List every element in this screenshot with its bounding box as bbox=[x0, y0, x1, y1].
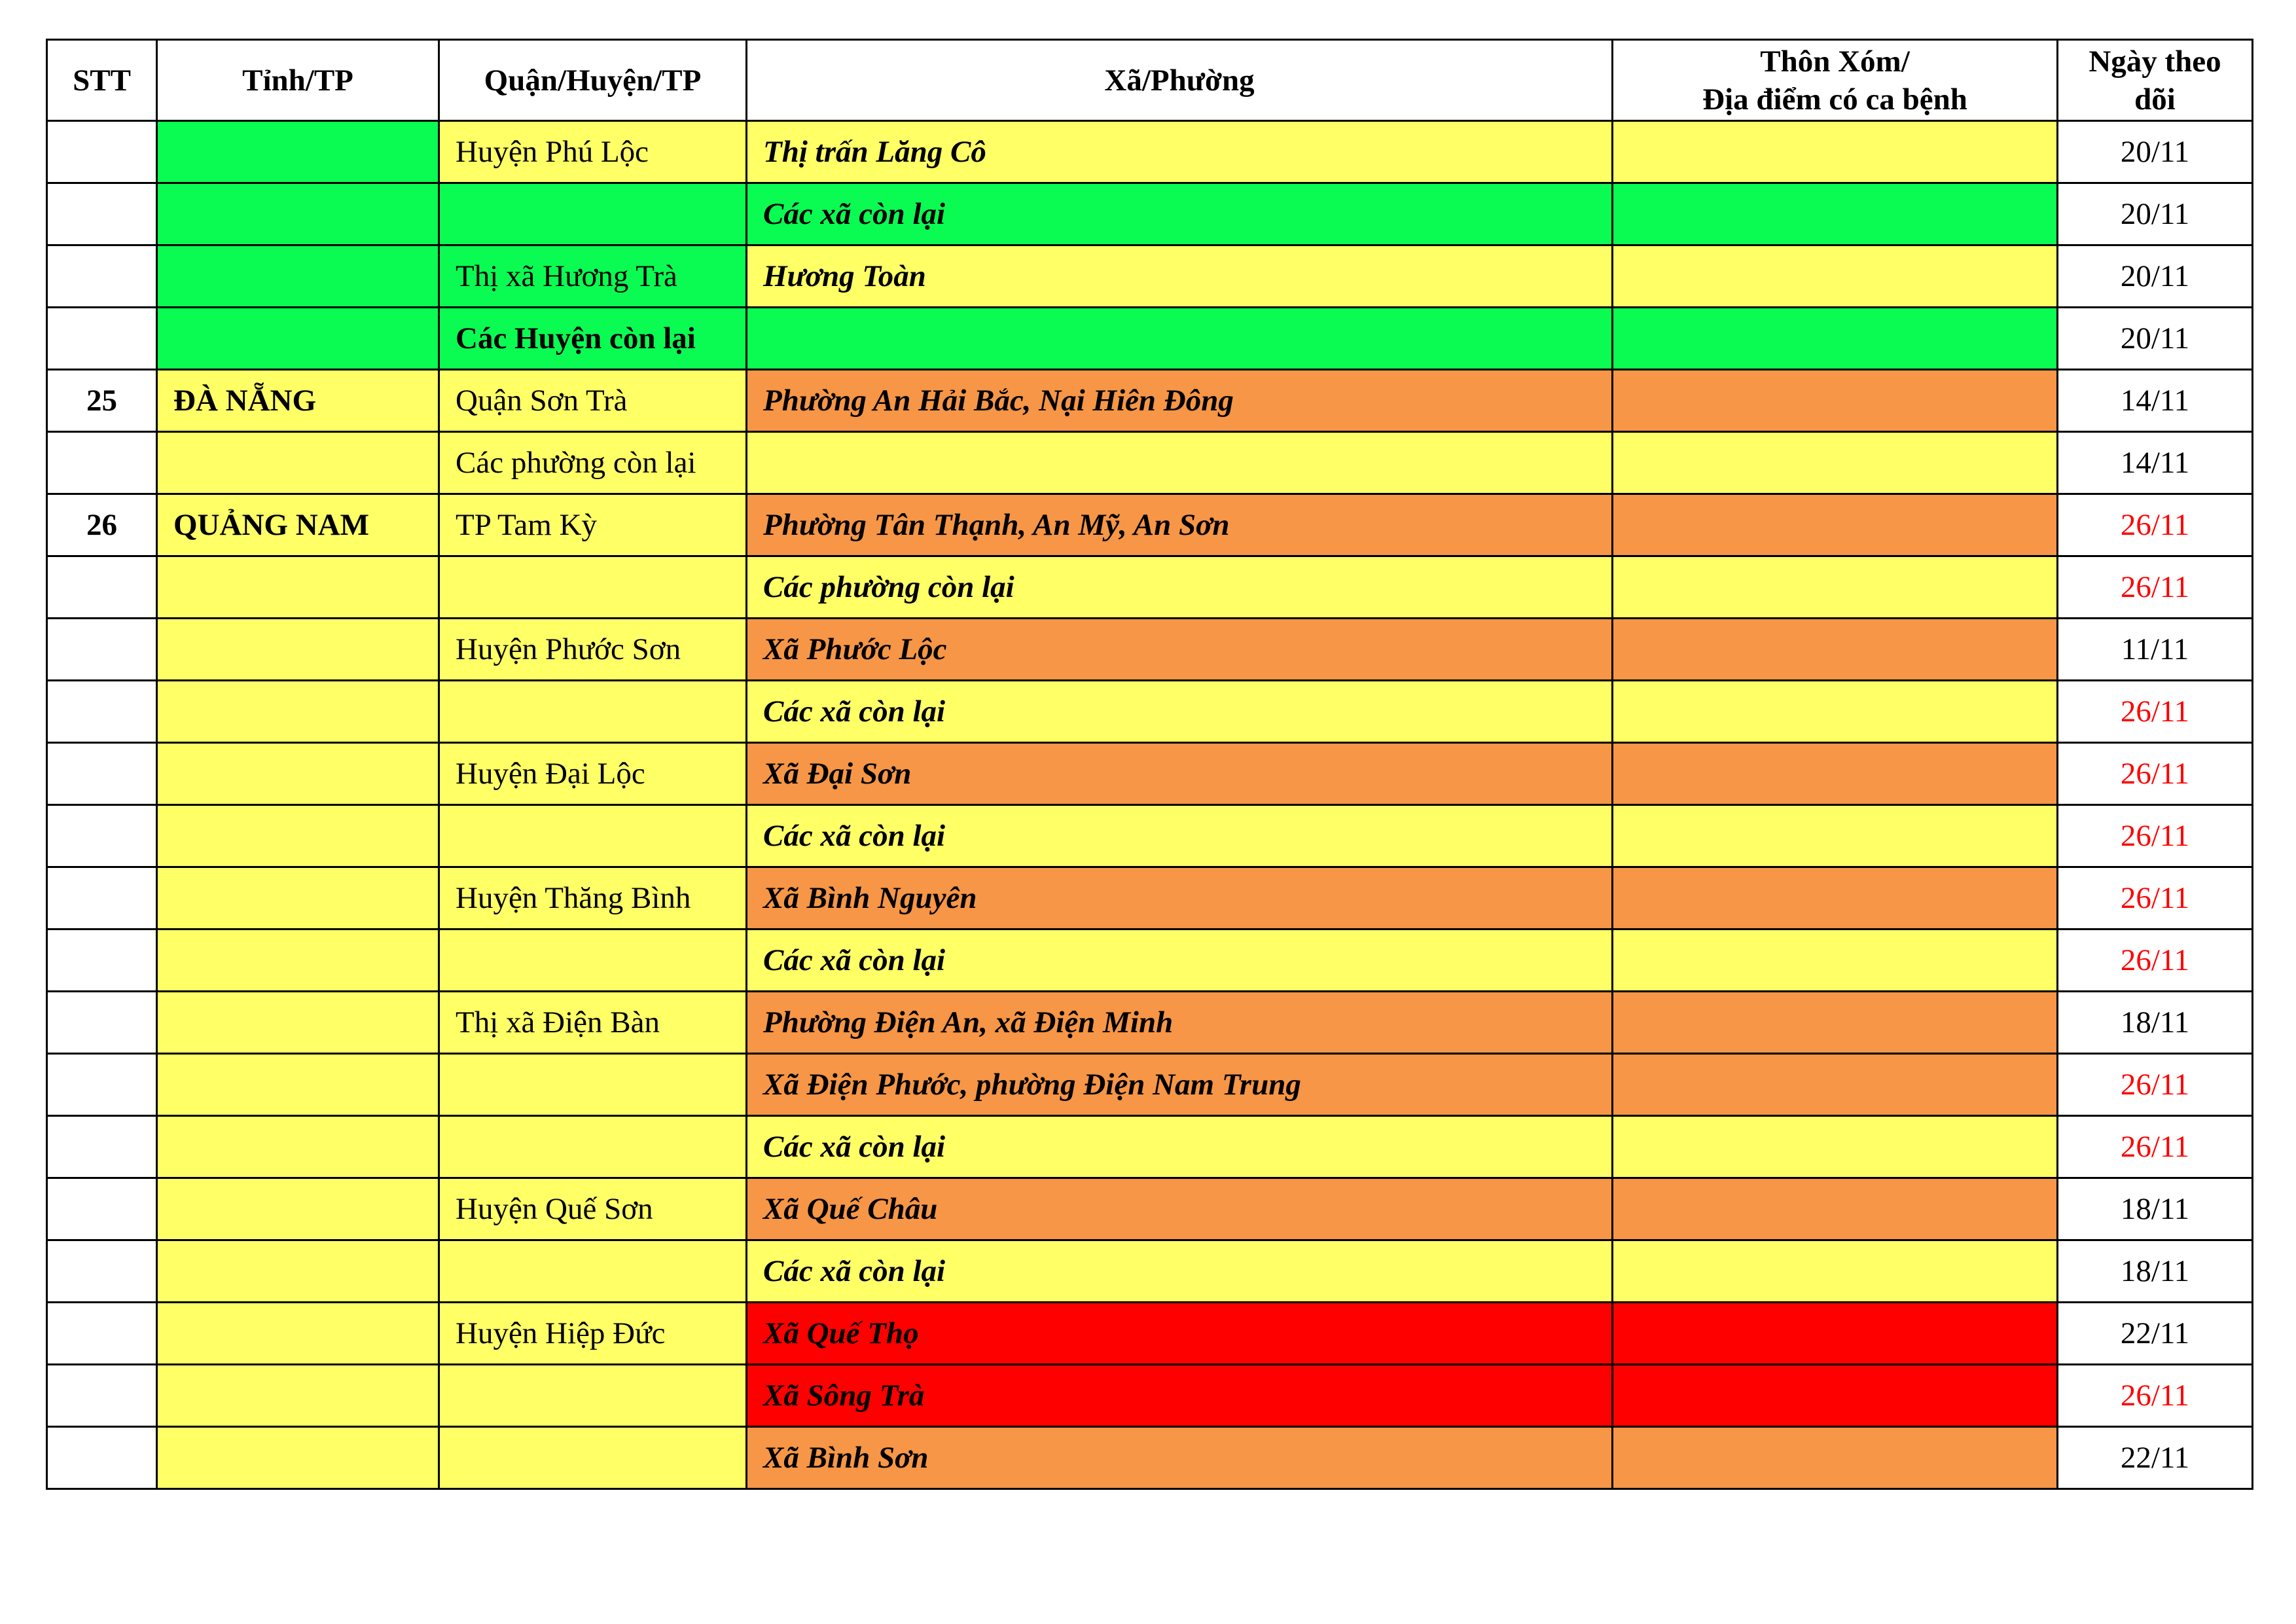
header-ngay bbox=[2058, 40, 2253, 121]
outbreak-table bbox=[46, 39, 2253, 1490]
table-row bbox=[47, 929, 2253, 992]
cell-thon bbox=[1613, 805, 2058, 867]
cell-thon bbox=[1613, 121, 2058, 183]
cell-xa bbox=[747, 308, 1613, 370]
cell-ngay: 22/11 bbox=[2058, 1303, 2253, 1365]
cell-stt bbox=[47, 681, 157, 743]
header-thon-line2: Địa điểm có ca bệnh bbox=[1702, 82, 1967, 117]
header-stt: STT bbox=[47, 40, 157, 121]
cell-stt bbox=[47, 1240, 157, 1303]
cell-tinh bbox=[157, 867, 439, 929]
cell-tinh bbox=[157, 1303, 439, 1365]
cell-ngay: 11/11 bbox=[2058, 619, 2253, 681]
table-row bbox=[47, 1427, 2253, 1489]
cell-stt: 26 bbox=[47, 494, 157, 556]
cell-stt bbox=[47, 805, 157, 867]
cell-xa: Các xã còn lại bbox=[747, 805, 1613, 867]
header-thon-line1: Thôn Xóm/ bbox=[1760, 44, 1910, 79]
cell-tinh bbox=[157, 805, 439, 867]
cell-quan: Huyện Phú Lộc bbox=[439, 121, 747, 183]
cell-thon bbox=[1613, 1365, 2058, 1427]
cell-thon bbox=[1613, 308, 2058, 370]
header-ngay-line2: dõi bbox=[2134, 82, 2176, 117]
cell-stt bbox=[47, 992, 157, 1054]
cell-ngay: 14/11 bbox=[2058, 432, 2253, 494]
cell-thon bbox=[1613, 619, 2058, 681]
table-row bbox=[47, 1303, 2253, 1365]
cell-tinh: QUẢNG NAM bbox=[157, 494, 439, 556]
cell-thon bbox=[1613, 494, 2058, 556]
cell-ngay: 18/11 bbox=[2058, 1178, 2253, 1240]
cell-quan: TP Tam Kỳ bbox=[439, 494, 747, 556]
cell-quan bbox=[439, 183, 747, 245]
cell-stt: 25 bbox=[47, 370, 157, 432]
cell-quan bbox=[439, 1240, 747, 1303]
cell-quan: Các phường còn lại bbox=[439, 432, 747, 494]
cell-xa: Xã Bình Nguyên bbox=[747, 867, 1613, 929]
cell-quan bbox=[439, 929, 747, 992]
table-row bbox=[47, 619, 2253, 681]
cell-quan bbox=[439, 556, 747, 619]
cell-tinh bbox=[157, 1365, 439, 1427]
cell-tinh bbox=[157, 1427, 439, 1489]
header-row bbox=[47, 40, 2253, 121]
cell-tinh bbox=[157, 432, 439, 494]
cell-xa: Thị trấn Lăng Cô bbox=[747, 121, 1613, 183]
cell-ngay: 20/11 bbox=[2058, 308, 2253, 370]
cell-quan: Huyện Phước Sơn bbox=[439, 619, 747, 681]
cell-thon bbox=[1613, 681, 2058, 743]
cell-ngay: 26/11 bbox=[2058, 805, 2253, 867]
cell-thon bbox=[1613, 929, 2058, 992]
cell-quan bbox=[439, 1116, 747, 1178]
table-row bbox=[47, 992, 2253, 1054]
cell-thon bbox=[1613, 370, 2058, 432]
cell-tinh bbox=[157, 308, 439, 370]
table-row bbox=[47, 1365, 2253, 1427]
table-row bbox=[47, 743, 2253, 805]
cell-ngay: 20/11 bbox=[2058, 183, 2253, 245]
cell-quan: Huyện Đại Lộc bbox=[439, 743, 747, 805]
cell-quan: Thị xã Hương Trà bbox=[439, 245, 747, 308]
cell-quan bbox=[439, 1427, 747, 1489]
header-quan: Quận/Huyện/TP bbox=[439, 40, 747, 121]
cell-xa: Các xã còn lại bbox=[747, 1116, 1613, 1178]
cell-ngay: 20/11 bbox=[2058, 245, 2253, 308]
table-row bbox=[47, 1054, 2253, 1116]
cell-tinh bbox=[157, 743, 439, 805]
cell-thon bbox=[1613, 992, 2058, 1054]
cell-xa: Xã Điện Phước, phường Điện Nam Trung bbox=[747, 1054, 1613, 1116]
cell-thon bbox=[1613, 245, 2058, 308]
cell-tinh bbox=[157, 681, 439, 743]
cell-xa: Các phường còn lại bbox=[747, 556, 1613, 619]
cell-tinh bbox=[157, 1240, 439, 1303]
cell-ngay: 26/11 bbox=[2058, 743, 2253, 805]
cell-tinh bbox=[157, 556, 439, 619]
cell-stt bbox=[47, 308, 157, 370]
cell-stt bbox=[47, 1116, 157, 1178]
cell-thon bbox=[1613, 1240, 2058, 1303]
cell-tinh bbox=[157, 929, 439, 992]
cell-tinh bbox=[157, 1116, 439, 1178]
cell-stt bbox=[47, 1054, 157, 1116]
cell-ngay: 26/11 bbox=[2058, 681, 2253, 743]
cell-ngay: 18/11 bbox=[2058, 992, 2253, 1054]
cell-ngay: 26/11 bbox=[2058, 1365, 2253, 1427]
cell-quan: Huyện Thăng Bình bbox=[439, 867, 747, 929]
cell-ngay: 26/11 bbox=[2058, 494, 2253, 556]
cell-thon bbox=[1613, 1303, 2058, 1365]
table-row bbox=[47, 370, 2253, 432]
cell-xa: Phường Tân Thạnh, An Mỹ, An Sơn bbox=[747, 494, 1613, 556]
table-row bbox=[47, 432, 2253, 494]
cell-thon bbox=[1613, 1427, 2058, 1489]
cell-xa: Hương Toàn bbox=[747, 245, 1613, 308]
cell-quan: Thị xã Điện Bàn bbox=[439, 992, 747, 1054]
cell-xa: Xã Đại Sơn bbox=[747, 743, 1613, 805]
cell-stt bbox=[47, 619, 157, 681]
cell-xa bbox=[747, 432, 1613, 494]
table-row bbox=[47, 183, 2253, 245]
table-row bbox=[47, 494, 2253, 556]
cell-xa: Xã Phước Lộc bbox=[747, 619, 1613, 681]
cell-ngay: 18/11 bbox=[2058, 1240, 2253, 1303]
cell-stt bbox=[47, 245, 157, 308]
cell-stt bbox=[47, 743, 157, 805]
cell-stt bbox=[47, 556, 157, 619]
cell-xa: Phường Điện An, xã Điện Minh bbox=[747, 992, 1613, 1054]
header-xa: Xã/Phường bbox=[747, 40, 1613, 121]
cell-tinh bbox=[157, 992, 439, 1054]
cell-xa: Các xã còn lại bbox=[747, 929, 1613, 992]
cell-stt bbox=[47, 1178, 157, 1240]
table-row bbox=[47, 121, 2253, 183]
cell-stt bbox=[47, 929, 157, 992]
cell-ngay: 26/11 bbox=[2058, 929, 2253, 992]
cell-stt bbox=[47, 121, 157, 183]
cell-tinh bbox=[157, 619, 439, 681]
cell-ngay: 22/11 bbox=[2058, 1427, 2253, 1489]
cell-xa: Xã Sông Trà bbox=[747, 1365, 1613, 1427]
table-row bbox=[47, 1240, 2253, 1303]
cell-tinh bbox=[157, 1054, 439, 1116]
cell-thon bbox=[1613, 1054, 2058, 1116]
cell-xa: Các xã còn lại bbox=[747, 1240, 1613, 1303]
cell-ngay: 26/11 bbox=[2058, 1054, 2253, 1116]
cell-thon bbox=[1613, 867, 2058, 929]
cell-xa: Các xã còn lại bbox=[747, 681, 1613, 743]
table-row bbox=[47, 308, 2253, 370]
cell-thon bbox=[1613, 743, 2058, 805]
table-row bbox=[47, 556, 2253, 619]
header-tinh: Tỉnh/TP bbox=[157, 40, 439, 121]
cell-thon bbox=[1613, 556, 2058, 619]
cell-quan: Huyện Hiệp Đức bbox=[439, 1303, 747, 1365]
table-row bbox=[47, 245, 2253, 308]
table-row bbox=[47, 1116, 2253, 1178]
cell-quan: Huyện Quế Sơn bbox=[439, 1178, 747, 1240]
cell-ngay: 14/11 bbox=[2058, 370, 2253, 432]
cell-stt bbox=[47, 432, 157, 494]
cell-ngay: 26/11 bbox=[2058, 1116, 2253, 1178]
cell-quan: Quận Sơn Trà bbox=[439, 370, 747, 432]
cell-stt bbox=[47, 1427, 157, 1489]
table-row bbox=[47, 805, 2253, 867]
cell-tinh bbox=[157, 121, 439, 183]
cell-quan: Các Huyện còn lại bbox=[439, 308, 747, 370]
cell-ngay: 26/11 bbox=[2058, 867, 2253, 929]
cell-xa: Xã Quế Thọ bbox=[747, 1303, 1613, 1365]
cell-quan bbox=[439, 681, 747, 743]
cell-stt bbox=[47, 1303, 157, 1365]
cell-thon bbox=[1613, 432, 2058, 494]
cell-ngay: 26/11 bbox=[2058, 556, 2253, 619]
table-row bbox=[47, 1178, 2253, 1240]
table-row bbox=[47, 681, 2253, 743]
cell-ngay: 20/11 bbox=[2058, 121, 2253, 183]
cell-xa: Các xã còn lại bbox=[747, 183, 1613, 245]
cell-xa: Xã Quế Châu bbox=[747, 1178, 1613, 1240]
cell-stt bbox=[47, 867, 157, 929]
cell-stt bbox=[47, 1365, 157, 1427]
cell-tinh bbox=[157, 245, 439, 308]
cell-thon bbox=[1613, 1116, 2058, 1178]
cell-xa: Xã Bình Sơn bbox=[747, 1427, 1613, 1489]
cell-quan bbox=[439, 1054, 747, 1116]
cell-tinh: ĐÀ NẴNG bbox=[157, 370, 439, 432]
table-row bbox=[47, 867, 2253, 929]
header-ngay-line1: Ngày theo bbox=[2089, 44, 2221, 79]
cell-stt bbox=[47, 183, 157, 245]
cell-thon bbox=[1613, 183, 2058, 245]
cell-quan bbox=[439, 805, 747, 867]
cell-thon bbox=[1613, 1178, 2058, 1240]
header-thon bbox=[1613, 40, 2058, 121]
cell-tinh bbox=[157, 183, 439, 245]
cell-tinh bbox=[157, 1178, 439, 1240]
cell-xa: Phường An Hải Bắc, Nại Hiên Đông bbox=[747, 370, 1613, 432]
cell-quan bbox=[439, 1365, 747, 1427]
